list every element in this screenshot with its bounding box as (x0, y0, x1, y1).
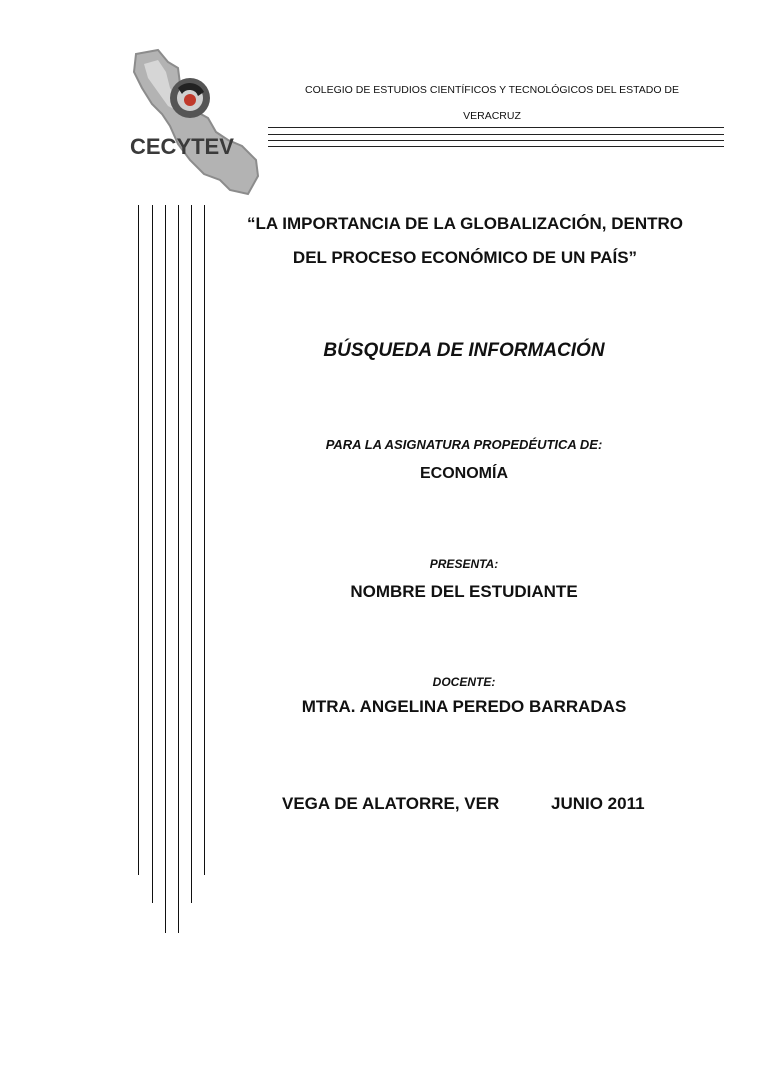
header-rule (268, 140, 724, 141)
header-rule (268, 146, 724, 147)
subject-value: ECONOMÍA (420, 465, 508, 482)
presenter-label: PRESENTA: (429, 557, 499, 571)
footer-date: JUNIO 2011 (551, 794, 645, 813)
decorative-vertical-line (138, 205, 139, 875)
logo-text: CECYTEV (130, 134, 234, 159)
decorative-vertical-line (178, 205, 179, 933)
institution-name-line1: COLEGIO DE ESTUDIOS CIENTÍFICOS Y TECNOLÓGICOS DEL ESTADO DE (305, 84, 679, 96)
cecytev-logo (118, 48, 268, 198)
veracruz-map-icon (118, 48, 268, 198)
teacher-label: DOCENTE: (432, 675, 496, 689)
document-type: BÚSQUEDA DE INFORMACIÓN (323, 340, 605, 361)
decorative-vertical-line (152, 205, 153, 903)
document-title-line1: “LA IMPORTANCIA DE LA GLOBALIZACIÓN, DENTRO (247, 214, 683, 233)
decorative-vertical-line (165, 205, 166, 933)
footer-place: VEGA DE ALATORRE, VER (282, 794, 500, 813)
presenter-name: NOMBRE DEL ESTUDIANTE (350, 582, 578, 601)
header-rule (268, 134, 724, 135)
decorative-vertical-line (191, 205, 192, 903)
institution-name-line2: VERACRUZ (463, 110, 521, 122)
document-title-line2: DEL PROCESO ECONÓMICO DE UN PAÍS” (292, 248, 638, 267)
decorative-vertical-line (204, 205, 205, 875)
header-rule (268, 127, 724, 128)
subject-label: PARA LA ASIGNATURA PROPEDÉUTICA DE: (325, 437, 603, 452)
teacher-name: MTRA. ANGELINA PEREDO BARRADAS (301, 697, 627, 716)
